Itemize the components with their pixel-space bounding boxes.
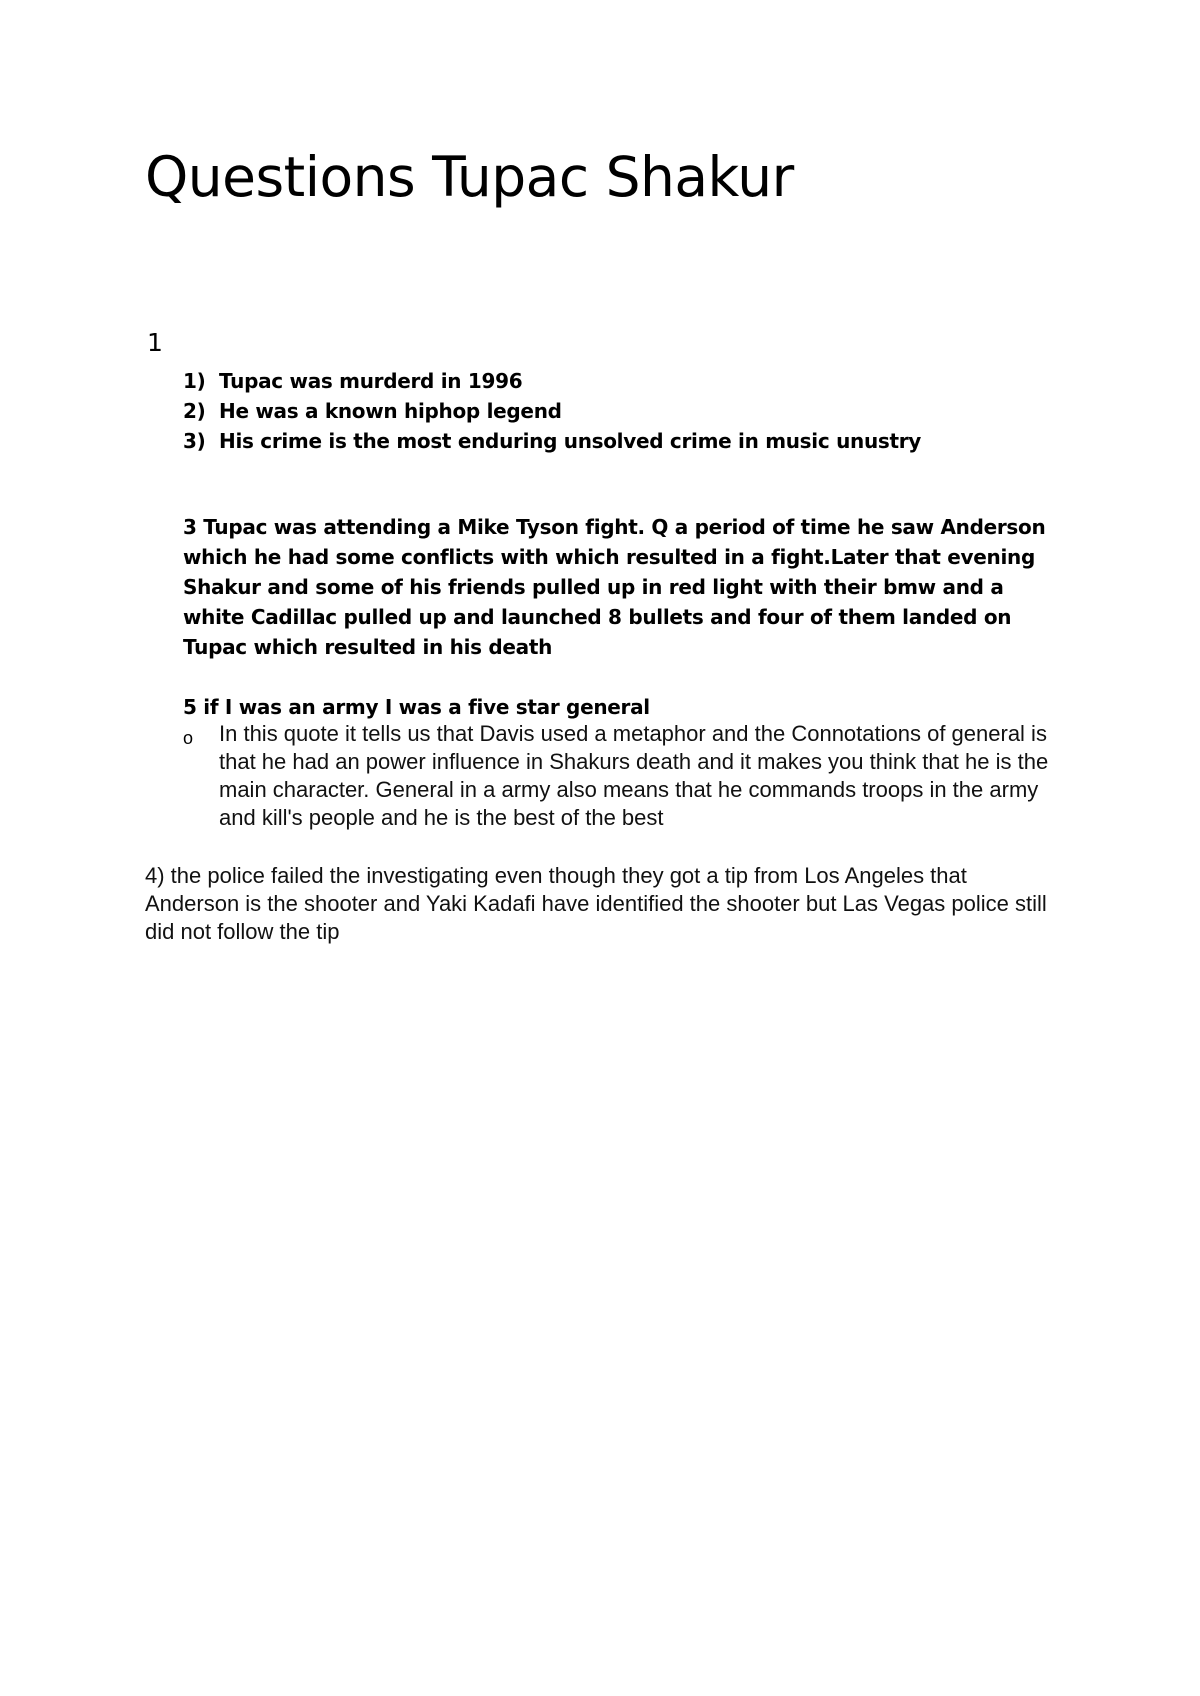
answer-5-heading: 5 if I was an army I was a five star general [183,695,650,719]
answer-5-bullet [183,720,1063,832]
list-item-number: 1) [183,369,206,393]
list-item [183,396,921,426]
answer-5-bullet-text: In this quote it tells us that Davis used a metaphor and the Connotations of general is that he had an power influence in Shakurs death and it makes you think that he is the main character. General in a army also means that he commands troops in the army and kill's people and he is the best of the best [219,721,1049,830]
list-item [183,426,921,456]
list-item-text: His crime is the most enduring unsolved crime in music unustry [219,429,922,453]
section-number: 1 [147,328,163,357]
list-item-number: 2) [183,399,206,423]
list-item-number: 3) [183,429,206,453]
document-title: Questions Tupac Shakur [145,145,794,209]
answer-4-paragraph: 4) the police failed the investigating even though they got a tip from Los Angeles that Anderson is the shooter and Yaki Kadafi have identified the shooter but Las Vegas police still did not follow the tip [145,863,1047,944]
answer-3-paragraph: 3 Tupac was attending a Mike Tyson fight. Q a period of time he saw Anderson which he had some conflicts with which resulted in a fight.Later that evening Shakur and some of his friends pulled up in red light with their bmw and a white Cadillac pulled up and launched 8 bullets and four of them landed on Tupac which resulted in his death [183,515,1046,659]
list-item-text: He was a known hiphop legend [219,399,562,423]
list-item-text: Tupac was murderd in 1996 [219,369,523,393]
list-item [183,366,921,396]
bullet-marker: o [183,728,194,748]
numbered-list [183,366,921,456]
